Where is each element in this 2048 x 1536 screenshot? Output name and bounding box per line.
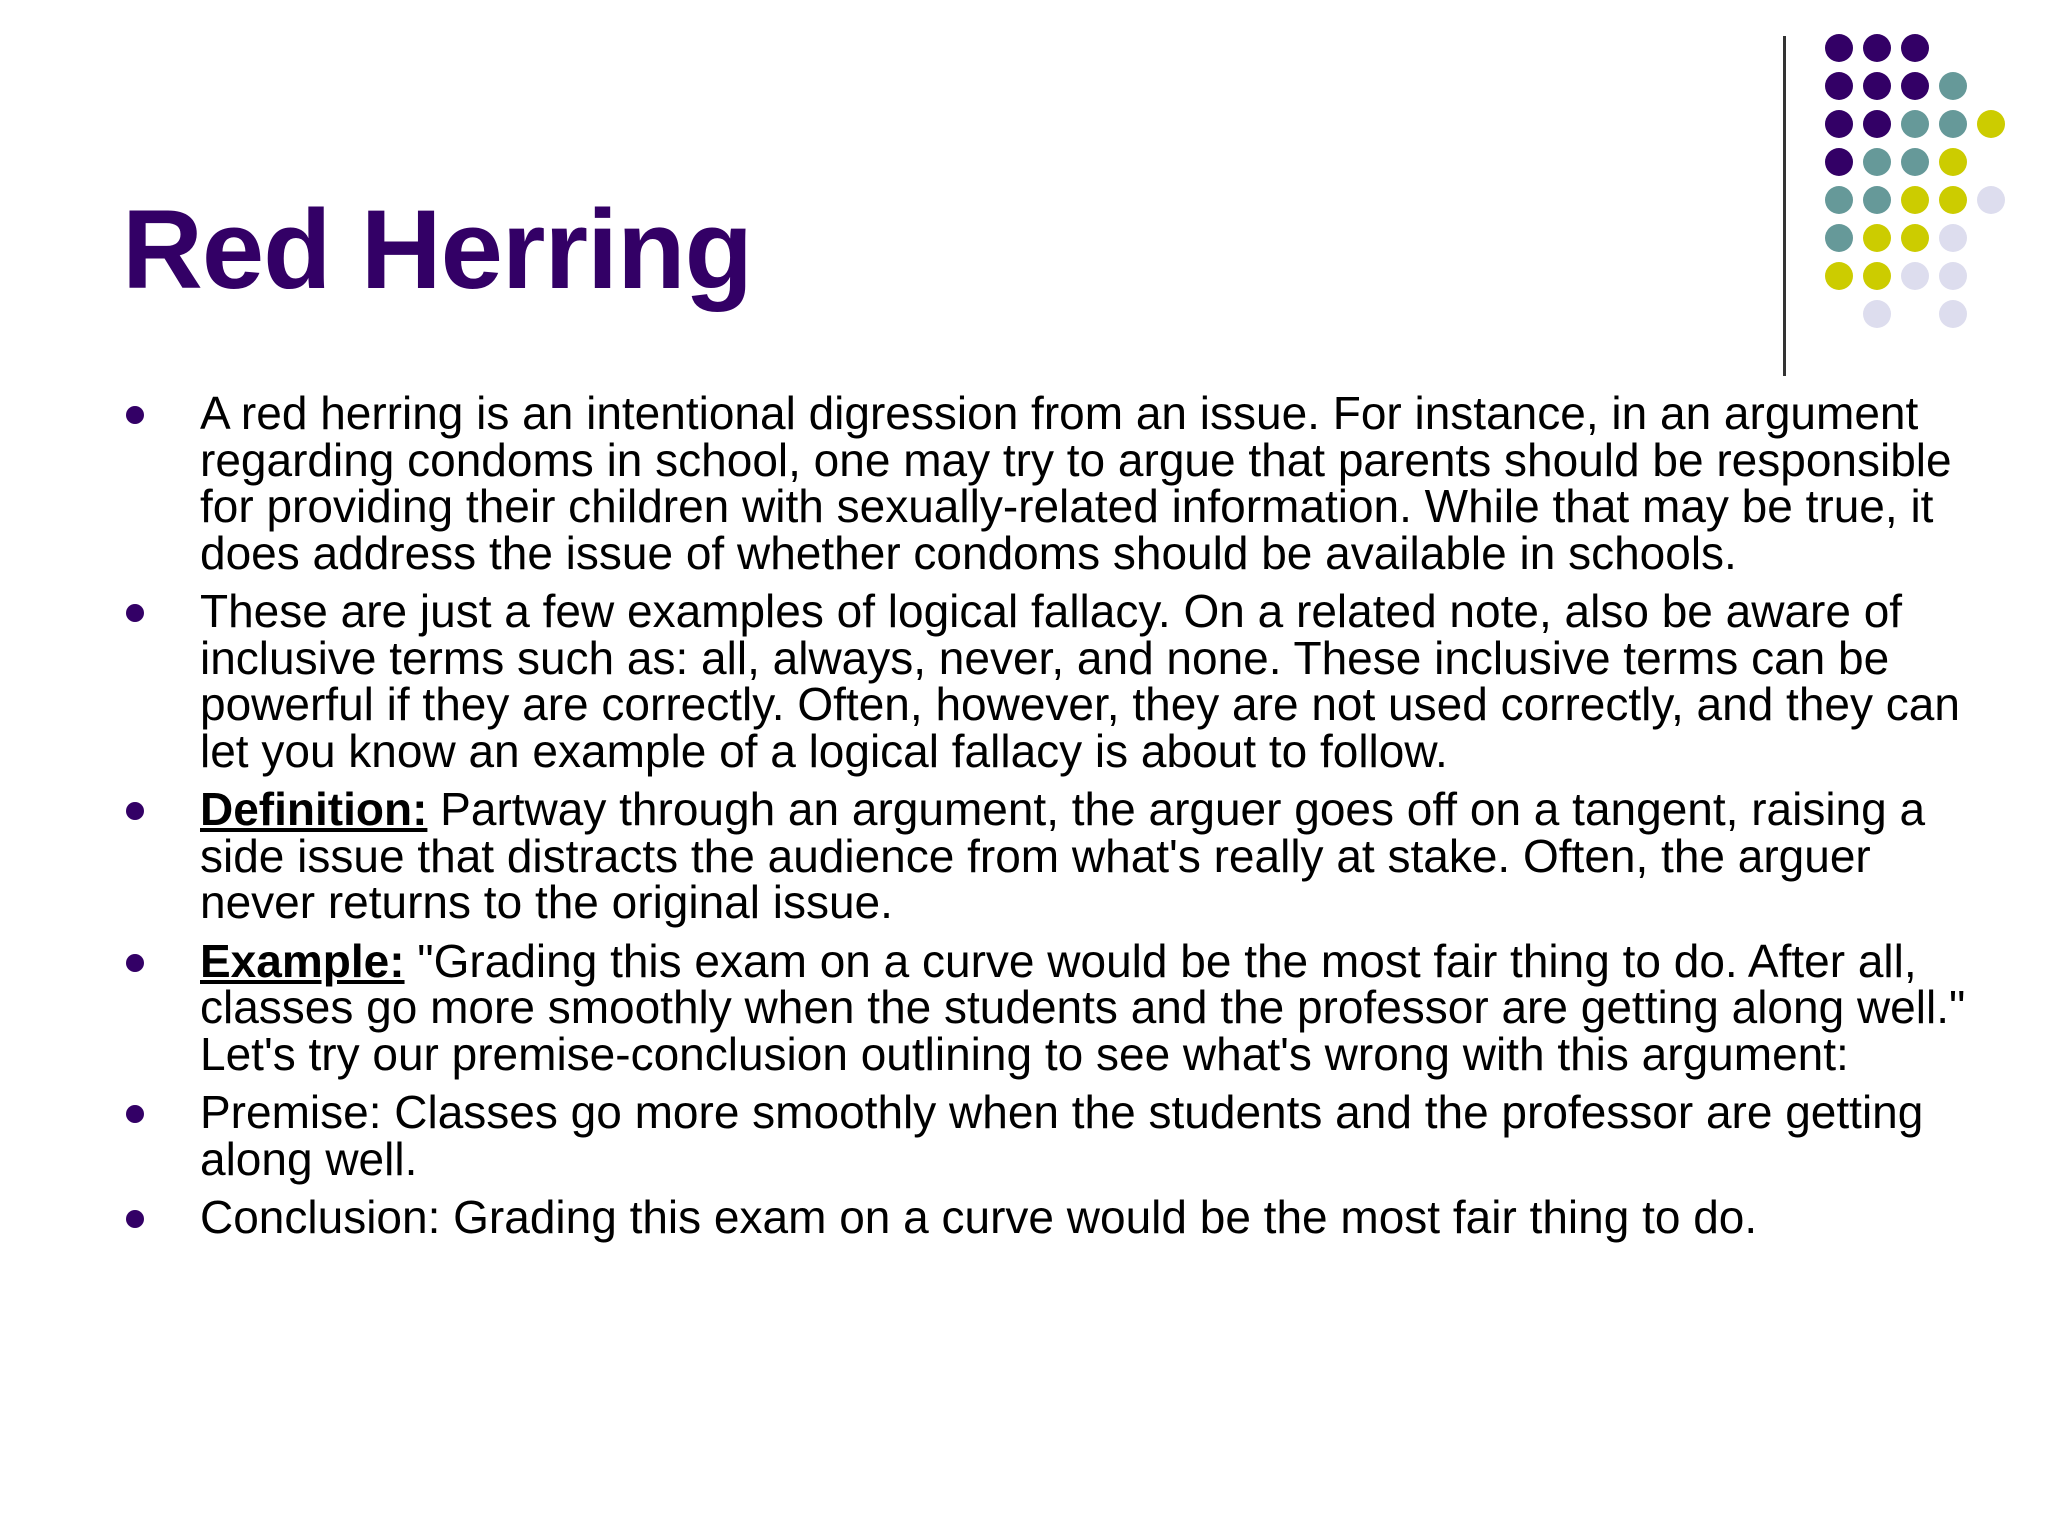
bullet-text: These are just a few examples of logical fallacy. On a related note, also be aware of inclusive terms such as: all, always, never, and none. These inclusive terms can be powerful if they are correctly. Often, however, they are not used correctly, and they can let you know an example of a logical fallacy is about to follow. — [200, 585, 1960, 777]
bullet-text: Partway through an argument, the arguer goes off on a tangent, raising a side issue that distracts the audience from what's really at stake. Often, the arguer never returns to the original issue. — [200, 783, 1926, 928]
decorative-dot — [1825, 148, 1853, 176]
decorative-dot — [1863, 72, 1891, 100]
decorative-dot — [1825, 34, 1853, 62]
decorative-dot — [1901, 34, 1929, 62]
bullet-list — [0, 387, 2048, 1253]
decorative-dot — [1863, 148, 1891, 176]
decorative-dot — [1863, 300, 1891, 328]
decorative-dot — [1901, 262, 1929, 290]
bullet-item — [0, 783, 2048, 928]
decorative-dot — [1825, 72, 1853, 100]
bullet-label: Example: — [200, 934, 405, 987]
decorative-dot — [1863, 34, 1891, 62]
decorative-dot — [1825, 262, 1853, 290]
title-divider — [1783, 36, 1786, 376]
decorative-dot — [1939, 110, 1967, 138]
decorative-dot — [1901, 72, 1929, 100]
decorative-dot — [1939, 148, 1967, 176]
decorative-dot — [1977, 110, 2005, 138]
slide-title: Red Herring — [122, 187, 752, 312]
decorative-dot — [1939, 186, 1967, 214]
decorative-dot — [1863, 262, 1891, 290]
bullet-item — [0, 387, 2048, 579]
bullet-item — [0, 934, 2048, 1080]
decorative-dot — [1901, 110, 1929, 138]
decorative-dot — [1863, 186, 1891, 214]
decorative-dot — [1939, 262, 1967, 290]
decorative-dot — [1939, 224, 1967, 252]
decorative-dot — [1939, 300, 1967, 328]
decorative-dot — [1901, 186, 1929, 214]
bullet-text: "Grading this exam on a curve would be the most fair thing to do. After all, classes go more smoothly when the students and the professor are getting along well." Let's try our premise-conclusion outlining to see what's wrong with this argument: — [200, 934, 1966, 1080]
bullet-text: Premise: Classes go more smoothly when the students and the professor are getting along well. — [200, 1086, 1924, 1185]
bullet-item — [0, 1086, 2048, 1185]
decorative-dot — [1977, 186, 2005, 214]
decorative-dot — [1825, 186, 1853, 214]
decorative-dot — [1863, 110, 1891, 138]
bullet-label: Definition: — [200, 783, 428, 835]
bullet-item — [0, 585, 2048, 777]
bullet-text: A red herring is an intentional digression from an issue. For instance, in an argument regarding condoms in school, one may try to argue that parents should be responsible for providing their children with sexually-related information. While that may be true, it does address the issue of whether condoms should be available in schools. — [200, 387, 1952, 579]
decorative-dot — [1901, 148, 1929, 176]
decorative-dot — [1825, 110, 1853, 138]
bullet-text: Conclusion: Grading this exam on a curve would be the most fair thing to do. — [200, 1191, 1758, 1243]
decorative-dot — [1901, 224, 1929, 252]
bullet-item — [0, 1191, 2048, 1243]
decorative-dot — [1939, 72, 1967, 100]
decorative-dot — [1863, 224, 1891, 252]
decorative-dot — [1825, 224, 1853, 252]
